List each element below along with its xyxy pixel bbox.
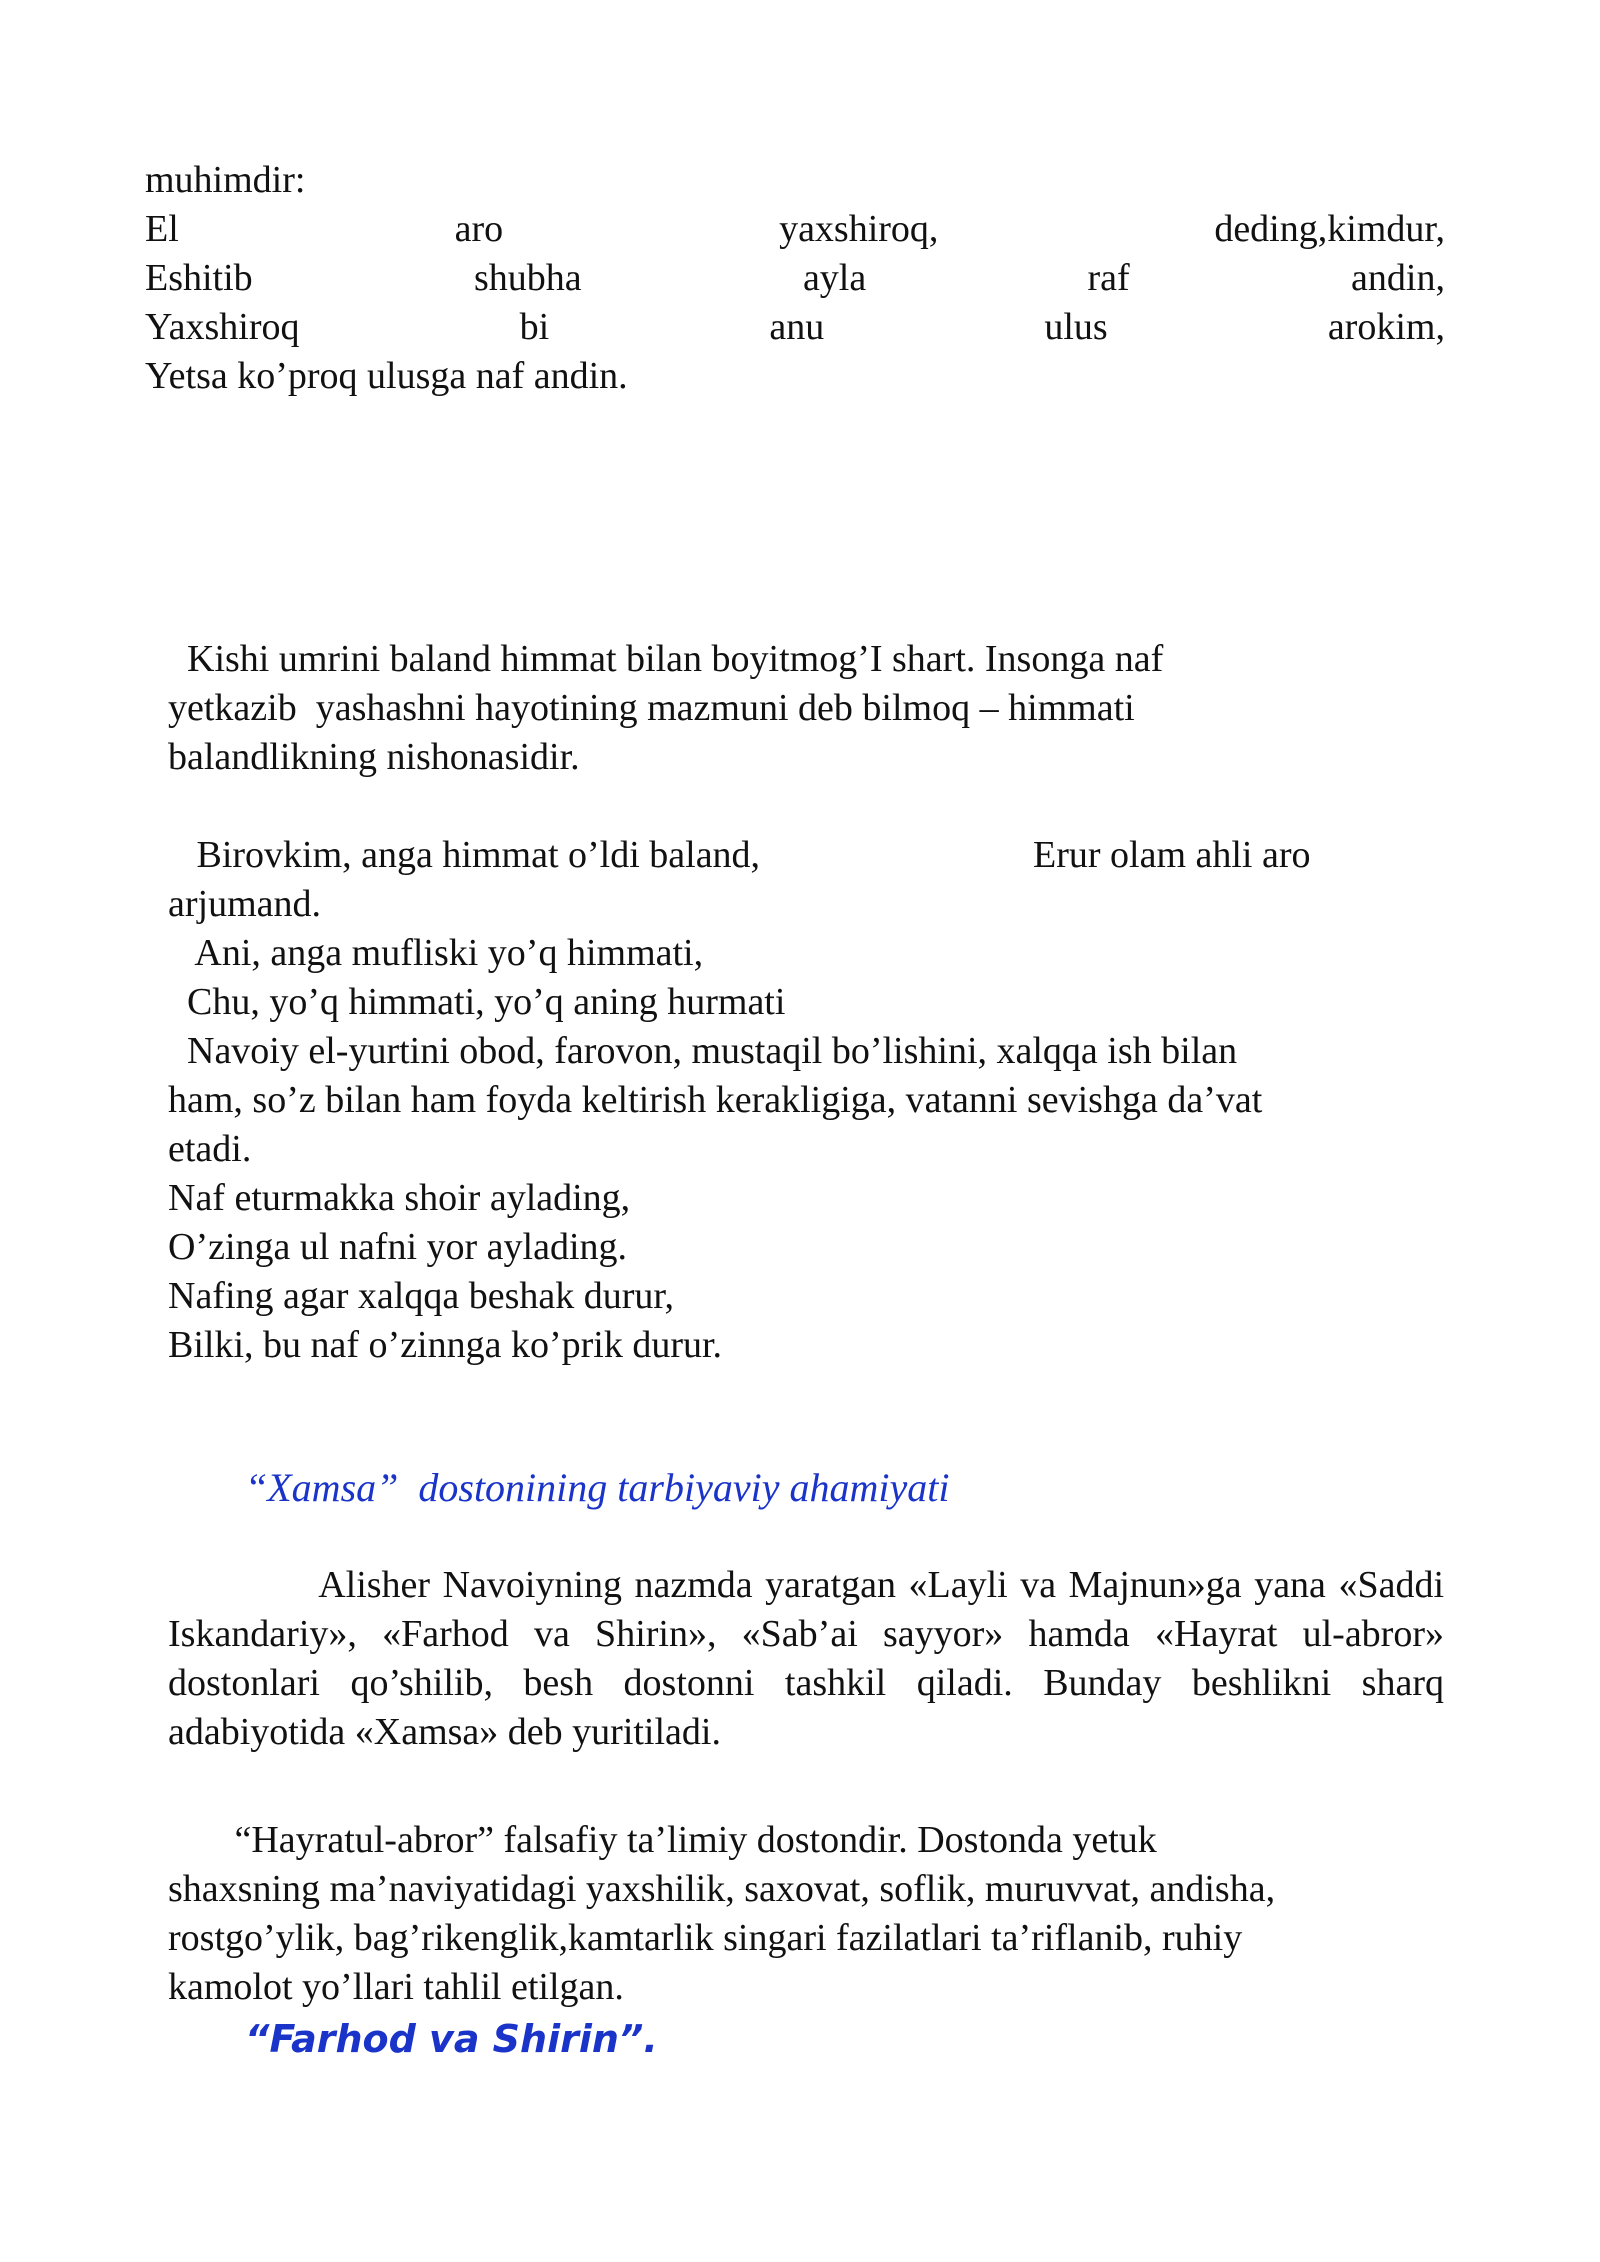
poem1-row-1 <box>145 205 1445 254</box>
poem3-line: Bilki, bu naf o’zinnga ko’prik durur. <box>168 1324 723 1366</box>
para4-line: rostgo’ylik, bag’rikenglik,kamtarlik singari fazilatlari ta’riflanib, ruhiy <box>168 1917 1243 1959</box>
poem-word: ayla <box>802 257 867 299</box>
poem3-line: Naf eturmakka shoir aylading, <box>168 1177 631 1219</box>
poem3-line: Nafing agar xalqqa beshak durur, <box>168 1275 675 1317</box>
poem-word: anu <box>769 306 825 348</box>
poem-word: El <box>145 208 179 250</box>
poem2-line: Birovkim, anga himmat o’ldi baland, <box>168 834 761 876</box>
poem-word: deding,kimdur, <box>1214 208 1445 250</box>
para1-line: balandlikning nishonasidir. <box>168 736 580 778</box>
poem-word: raf <box>1087 257 1130 299</box>
poem-word: andin, <box>1351 257 1445 299</box>
poem1-row-2 <box>145 254 1445 303</box>
poem1-intro: muhimdir: <box>145 159 306 201</box>
poem3-line: O’zinga ul nafni yor aylading. <box>168 1226 628 1268</box>
poem-word: yaxshiroq, <box>779 208 939 250</box>
poem-word: bi <box>519 306 550 348</box>
poem2-line: Erur olam ahli aro <box>1033 834 1311 876</box>
para2-line: ham, so’z bilan ham foyda keltirish kerakligiga, vatanni sevishga da’vat <box>168 1079 1263 1121</box>
section-heading-farhod: “Farhod va Shirin”. <box>245 2017 658 2061</box>
poem-word: Yaxshiroq <box>145 306 300 348</box>
para4-line: “Hayratul-abror” falsafiy ta’limiy dostondir. Dostonda yetuk <box>168 1819 1157 1861</box>
para1-line: yetkazib yashashni hayotining mazmuni deb bilmoq – himmati <box>168 687 1135 729</box>
poem-word: Eshitib <box>145 257 253 299</box>
poem-word: arokim, <box>1327 306 1445 348</box>
poem2-line: Chu, yo’q himmati, yo’q aning hurmati <box>168 981 786 1023</box>
poem-word: shubha <box>473 257 582 299</box>
section-heading-xamsa: “Xamsa” dostonining tarbiyaviy ahamiyati <box>245 1465 950 1510</box>
para4-line: kamolot yo’llari tahlil etilgan. <box>168 1966 624 2008</box>
poem2-line: Ani, anga mufliski yo’q himmati, <box>168 932 704 974</box>
para2-line: etadi. <box>168 1128 252 1170</box>
para2-line: Navoiy el-yurtini obod, farovon, mustaqil bo’lishini, xalqqa ish bilan <box>168 1030 1238 1072</box>
poem2-line: arjumand. <box>168 883 322 925</box>
para3-xamsa-description: Alisher Navoiyning nazmda yaratgan «Layli va Majnun»ga yana «Saddi Iskandariy», «Farhod va Shirin», «Sab’ai sayyor» hamda «Hayrat ul-abror» dostonlari qo’shilib, besh dostonni tashkil qiladi. Bunday beshlikni sharq adabiyotida «Xamsa» deb yuritiladi. <box>168 1564 1454 1753</box>
poem1-last-line: Yetsa ko’proq ulusga naf andin. <box>145 355 628 397</box>
poem1-row-3 <box>145 303 1445 352</box>
para1-line: Kishi umrini baland himmat bilan boyitmog’I shart. Insonga naf <box>168 638 1164 680</box>
poem-word: aro <box>454 208 504 250</box>
poem-word: ulus <box>1044 306 1108 348</box>
para4-line: shaxsning ma’naviyatidagi yaxshilik, saxovat, soflik, muruvvat, andisha, <box>168 1868 1276 1910</box>
